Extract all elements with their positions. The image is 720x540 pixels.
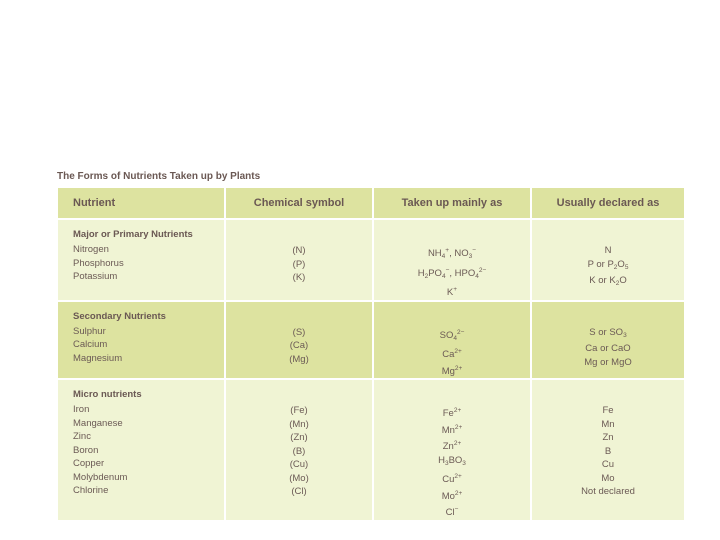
table-title: The Forms of Nutrients Taken up by Plants [57,171,261,182]
header-taken-up-as: Taken up mainly as [373,188,531,219]
chemical-symbol-molybdenum: (Mo) [289,472,309,484]
cell-nutrient-name [57,379,225,521]
nutrient-name-molybdenum: Molybdenum [73,471,128,483]
cell-taken-up-as [373,379,531,521]
cell-declared-as [531,301,685,380]
declared-as-phosphorus: P or $P_2O_5$ [587,258,629,271]
taken-up-as-sulphur: $SO_4^{2-}$ [439,328,465,342]
cell-taken-up-as [373,301,531,380]
chemical-symbol-boron: (B) [292,445,306,457]
header-nutrient: Nutrient [57,188,225,219]
nutrient-name-calcium: Calcium [73,339,108,350]
declared-as-molybdenum: Mo [601,472,615,484]
nutrient-name-magnesium: Magnesium [73,352,123,364]
chemical-symbol-iron: (Fe) [290,405,308,416]
taken-up-as-manganese: $Mn^{2+}$ [441,423,463,436]
declared-as-manganese: Mn [601,418,615,430]
nutrient-name-copper: Copper [73,458,105,469]
nutrient-name-iron: Iron [73,404,90,415]
taken-up-as-copper: $Cu^{2+}$ [442,473,462,485]
declared-as-nitrogen: N [604,245,612,256]
declared-as-magnesium: Mg or MgO [584,356,632,368]
taken-up-as-nitrogen: $NH_4^+$, $NO_3^-$ [427,247,477,260]
taken-up-as-zinc: $Zn^{2+}$ [442,440,462,452]
chemical-symbol-potassium: (K) [292,272,306,283]
nutrient-name-boron: Boron [73,444,99,456]
group-heading: Secondary Nutrients [73,310,166,322]
nutrient-group-major-or-primary-nutrients [57,219,685,301]
header-chemical-symbol: Chemical symbol [225,188,373,219]
cell-nutrient-name [57,301,225,380]
nutrient-name-sulphur: Sulphur [73,325,106,337]
taken-up-as-chlorine: Cl− [445,506,459,518]
declared-as-chlorine: Not declared [581,486,635,497]
nutrient-name-phosphorus: Phosphorus [73,257,124,269]
declared-as-zinc: Zn [602,432,614,443]
nutrients-table [56,188,686,522]
nutrient-name-manganese: Manganese [73,417,123,429]
taken-up-as-phosphorus: $H_2PO_4^-$, $HPO_4^{2-}$ [417,266,487,280]
declared-as-boron: B [604,445,612,457]
nutrient-name-potassium: Potassium [73,271,118,282]
taken-up-as-potassium: K+ [446,286,458,298]
declared-as-iron: Fe [602,405,614,416]
declared-as-copper: Cu [601,459,615,470]
nutrient-name-zinc: Zinc [73,431,91,442]
group-heading: Major or Primary Nutrients [73,229,193,240]
chemical-symbol-chlorine: (Cl) [291,486,307,497]
cell-declared-as [531,379,685,521]
chemical-symbol-sulphur: (S) [292,326,306,338]
cell-chemical-symbol [225,301,373,380]
declared-as-potassium: K or $K_2O$ [589,275,627,287]
taken-up-as-calcium: $Ca^{2+}$ [442,348,462,360]
taken-up-as-iron: $Fe^{2+}$ [442,407,462,419]
cell-declared-as [531,219,685,301]
cell-nutrient-name [57,219,225,301]
nutrient-group-secondary-nutrients [57,301,685,380]
chemical-symbol-phosphorus: (P) [292,258,306,270]
cell-taken-up-as [373,219,531,301]
cell-chemical-symbol [225,219,373,301]
chemical-symbol-manganese: (Mn) [289,418,309,430]
header-declared-as: Usually declared as [531,188,685,219]
taken-up-as-magnesium: $Mg^{2+}$ [441,364,463,377]
taken-up-as-molybdenum: $Mo^{2+}$ [441,489,463,502]
chemical-symbol-copper: (Cu) [289,459,309,470]
table-header-row [57,188,685,219]
chemical-symbol-zinc: (Zn) [290,432,308,443]
declared-as-sulphur: S or $SO_3$ [589,326,627,339]
chemical-symbol-calcium: (Ca) [289,340,309,351]
chemical-symbol-magnesium: (Mg) [289,353,309,365]
nutrient-name-nitrogen: Nitrogen [73,244,109,255]
nutrient-group-micro-nutrients [57,379,685,521]
nutrient-name-chlorine: Chlorine [73,485,109,496]
taken-up-as-boron: $H_3BO_3$ [438,454,466,467]
chemical-symbol-nitrogen: (N) [292,245,306,256]
group-heading: Micro nutrients [73,389,142,400]
declared-as-calcium: Ca or CaO [585,343,631,354]
cell-chemical-symbol [225,379,373,521]
